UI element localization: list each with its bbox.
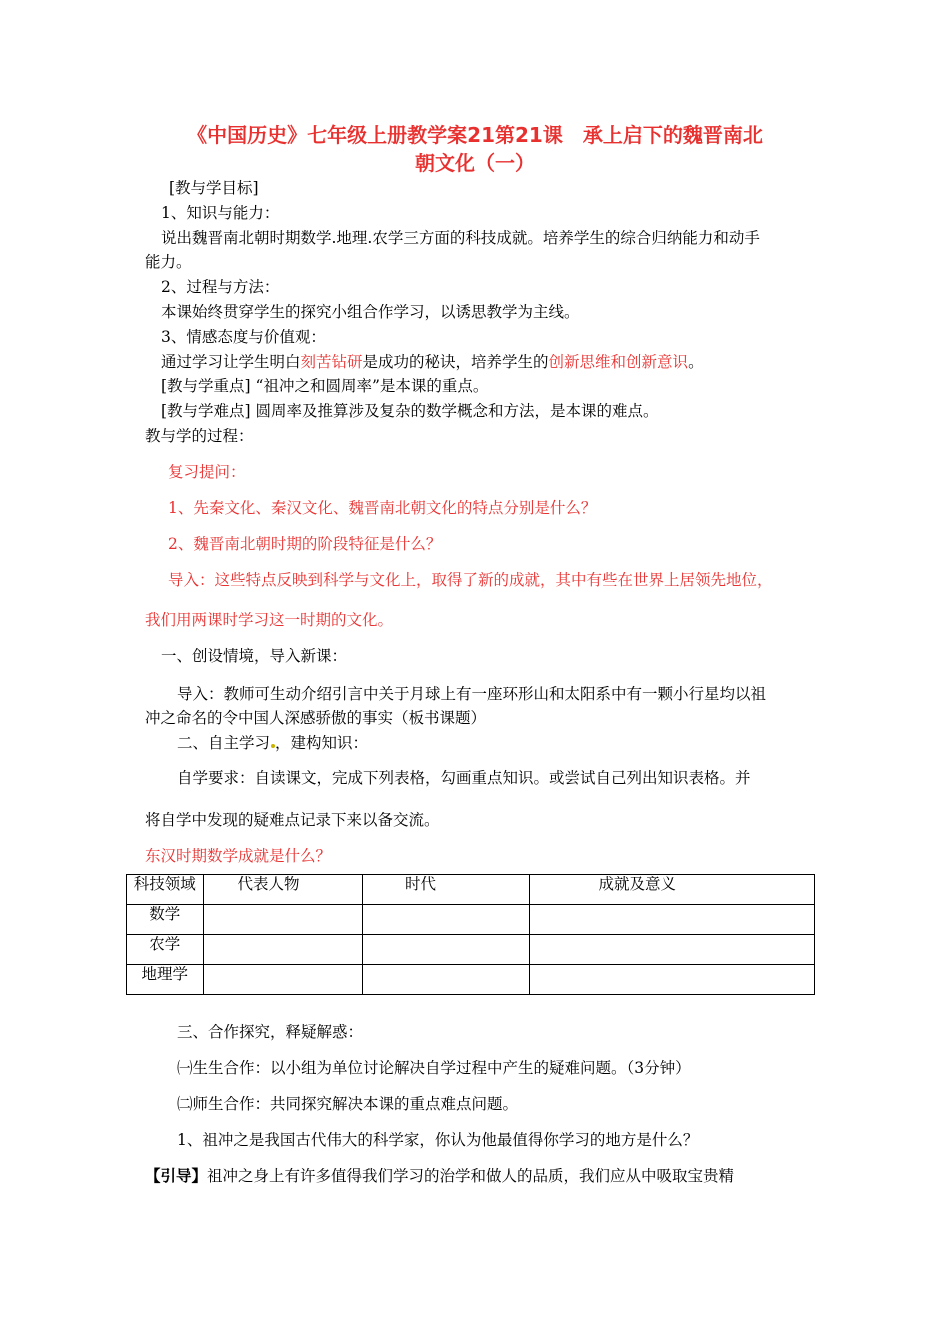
- guide-label: 【引导】: [145, 1166, 208, 1185]
- row-label-geography: 地理学: [127, 965, 204, 995]
- intro-text-2: 我们用两课时学习这一时期的文化。: [145, 611, 394, 629]
- objectives-heading: [教与学目标]: [169, 179, 259, 197]
- table-question: 东汉时期数学成就是什么？: [145, 847, 332, 865]
- emotion-highlight-1: 刻苦钻研: [300, 353, 363, 371]
- table-header-row: [127, 875, 815, 905]
- review-heading: 复习提问：: [168, 463, 246, 481]
- section-3-item-2: ㈡师生合作：共同探究解决本课的重点难点问题。: [177, 1095, 519, 1113]
- guide-text: 祖冲之身上有许多值得我们学习的治学和做人的品质，我们应从中吸取宝贵精: [207, 1167, 735, 1185]
- guide-paragraph: [145, 1166, 734, 1186]
- review-question-2: 2、魏晋南北朝时期的阶段特征是什么？: [168, 535, 442, 553]
- knowledge-text-1: 说出魏晋南北朝时期数学.地理.农学三方面的科技成就。培养学生的综合归纳能力和动手: [161, 229, 760, 247]
- emotion-text: [161, 352, 704, 372]
- table-cell[interactable]: [530, 905, 815, 935]
- header-achievement: 成就及意义: [530, 875, 815, 905]
- emotion-text-c: 是成功的秘诀，培养学生的: [362, 353, 549, 371]
- knowledge-heading: 1、知识与能力：: [161, 204, 280, 222]
- table-cell[interactable]: [530, 965, 815, 995]
- review-question-1: 1、先秦文化、秦汉文化、魏晋南北朝文化的特点分别是什么？: [168, 499, 597, 517]
- row-label-math: 数学: [127, 905, 204, 935]
- table-row: [127, 905, 815, 935]
- table-row: [127, 935, 815, 965]
- section-3-question-1: 1、祖冲之是我国古代伟大的科学家，你认为他最值得你学习的地方是什么？: [177, 1131, 699, 1149]
- emotion-text-a: 通过学习让学生明白: [161, 353, 301, 371]
- section-2-text-1: 自学要求：自读课文，完成下列表格，勾画重点知识。或尝试自己列出知识表格。并: [177, 769, 751, 787]
- intro-text-1: 导入：这些特点反映到科学与文化上，取得了新的成就，其中有些在世界上居领先地位，: [168, 571, 773, 589]
- process-text: 本课始终贯穿学生的探究小组合作学习，以诱思教学为主线。: [161, 303, 580, 321]
- section-2-heading-a: 二、自主学习: [177, 734, 271, 752]
- table-cell[interactable]: [203, 965, 362, 995]
- header-field: 科技领域: [127, 875, 204, 905]
- section-2-heading: [177, 733, 368, 753]
- emotion-heading: 3、情感态度与价值观：: [161, 328, 326, 346]
- key-point: [教与学重点] “祖冲之和圆周率”是本课的重点。: [161, 377, 489, 395]
- emotion-text-e: 。: [688, 353, 704, 371]
- table-cell[interactable]: [203, 905, 362, 935]
- header-person: 代表人物: [203, 875, 362, 905]
- table-cell[interactable]: [363, 905, 530, 935]
- achievement-table: [126, 874, 815, 995]
- emotion-highlight-2: 创新思维和创新意识: [548, 353, 689, 371]
- section-1-text-1: 导入：教师可生动介绍引言中关于月球上有一座环形山和太阳系中有一颗小行星均以祖: [177, 685, 767, 703]
- table-row: [127, 965, 815, 995]
- section-2-heading-b: ，建构知识：: [275, 734, 369, 752]
- document-title-line-1: 《中国历史》七年级上册教学案21第21课 承上启下的魏晋南北: [187, 123, 763, 147]
- section-3-heading: 三、合作探究，释疑解惑：: [177, 1023, 364, 1041]
- knowledge-text-2: 能力。: [145, 253, 192, 271]
- table-cell[interactable]: [203, 935, 362, 965]
- header-era: 时代: [363, 875, 530, 905]
- difficulty-point: [教与学难点] 圆周率及推算涉及复杂的数学概念和方法，是本课的难点。: [161, 402, 659, 420]
- section-1-heading: 一、创设情境，导入新课：: [161, 647, 348, 665]
- table-cell[interactable]: [530, 935, 815, 965]
- table-cell[interactable]: [363, 965, 530, 995]
- document-title-line-2: 朝文化（一）: [415, 151, 535, 175]
- section-3-item-1: ㈠生生合作：以小组为单位讨论解决自学过程中产生的疑难问题。（3分钟）: [177, 1059, 691, 1077]
- table-cell[interactable]: [363, 935, 530, 965]
- section-1-text-2: 冲之命名的令中国人深感骄傲的事实（板书课题）: [145, 709, 487, 727]
- row-label-agriculture: 农学: [127, 935, 204, 965]
- section-2-text-2: 将自学中发现的疑难点记录下来以备交流。: [145, 811, 440, 829]
- process-heading: 2、过程与方法：: [161, 278, 280, 296]
- process-heading-main: 教与学的过程：: [145, 427, 254, 445]
